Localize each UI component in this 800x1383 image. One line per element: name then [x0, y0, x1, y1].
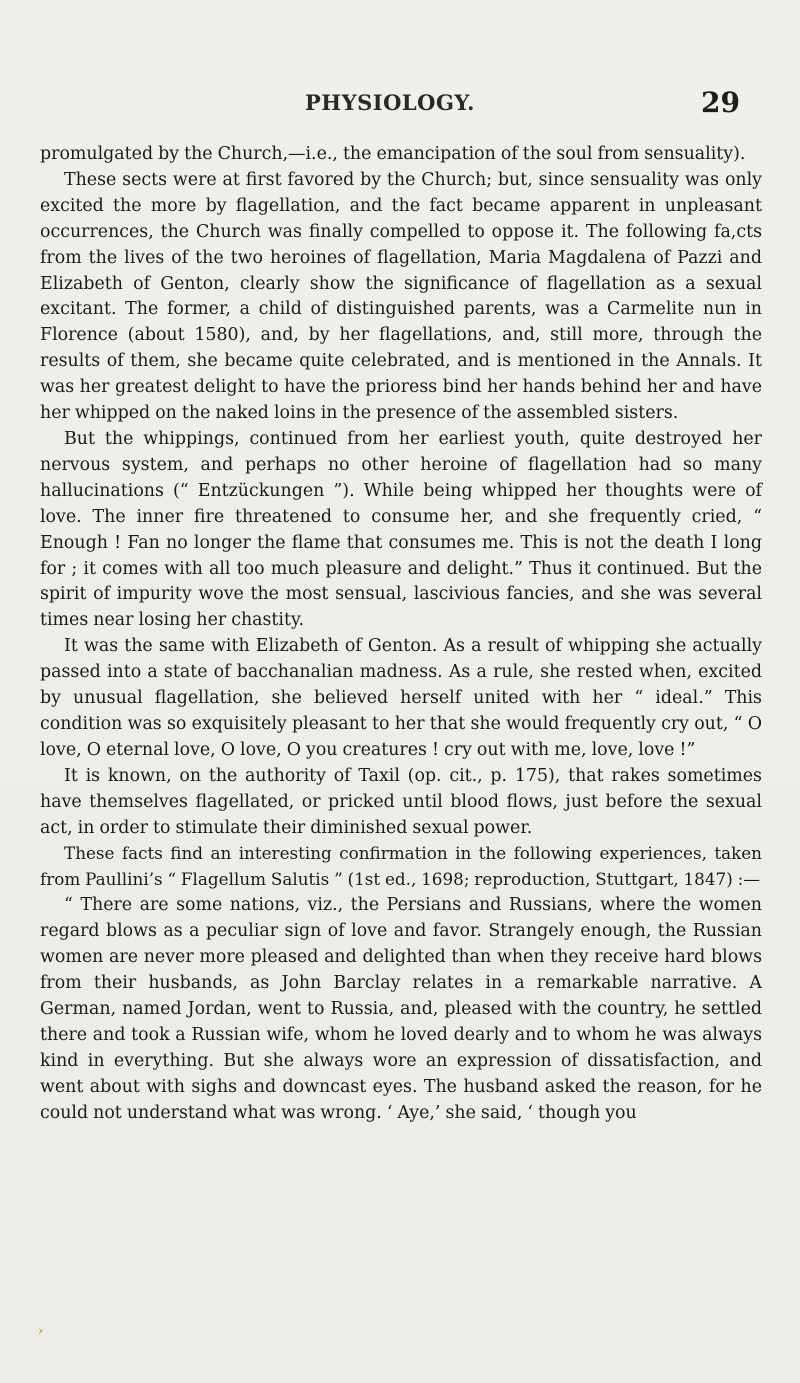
page-number: 29	[701, 86, 740, 119]
paragraph: These facts find an interesting confirmation in the following experiences, taken from Paullini’s “ Flagellum Salutis ” (1st ed., 1698; reproduction, Stuttgart, 1847) :—	[40, 843, 762, 890]
paragraph-continuation: promulgated by the Church,—i.e., the emancipation of the soul from sensuality).	[40, 144, 746, 164]
paragraph: It is known, on the authority of Taxil (op. cit., p. 175), that rakes sometimes have themselves flagellated, or pricked until blood flows, just before the sexual act, in order to stimulate their diminished sexual power.	[40, 765, 762, 838]
body-text	[40, 142, 762, 1126]
running-head: PHYSIOLOGY.	[305, 90, 475, 115]
stray-mark: ›	[38, 1324, 44, 1339]
page-header	[40, 86, 740, 122]
quotation-paragraph: “ There are some nations, viz., the Persians and Russians, where the women regard blows as a peculiar sign of love and favor. Strangely enough, the Russian women are never more pleased and delighted than when they receive hard blows from their husbands, as John Barclay relates in a remarkable narrative. A German, named Jordan, went to Russia, and, pleased with the country, he settled there and took a Russian wife, whom he loved dearly and to whom he was always kind in everything. But she always wore an expression of dissatisfaction, and went about with sighs and downcast eyes. The husband asked the reason, for he could not understand what was wrong. ‘ Aye,’ she said, ‘ though you	[40, 895, 762, 1123]
paragraph: It was the same with Elizabeth of Genton. As a result of whipping she actually passed into a state of bacchanalian madness. As a rule, she rested when, excited by unusual flagellation, she believed herself united with her “ ideal.” This condition was so exquisitely pleasant to her that she would frequently cry out, “ O love, O eternal love, O love, O you creatures ! cry out with me, love, love !”	[40, 636, 762, 760]
paragraph: These sects were at first favored by the Church; but, since sensuality was only excited the more by flagellation, and the fact became apparent in unpleasant occurrences, the Church was finally compelled to oppose it. The following fa,cts from the lives of the two heroines of flagellation, Maria Magdalena of Pazzi and Elizabeth of Genton, clearly show the significance of flagellation as a sexual excitant. The former, a child of distinguished parents, was a Carmelite nun in Florence (about 1580), and, by her flagellations, and, still more, through the results of them, she became quite celebrated, and is mentioned in the Annals. It was her greatest delight to have the prioress bind her hands behind her and have her whipped on the naked loins in the presence of the assembled sisters.	[40, 169, 762, 424]
paragraph: But the whippings, continued from her earliest youth, quite destroyed her nervous system, and perhaps no other heroine of flagellation had so many hallucinations (“ Entzückungen ”). While being whipped her thoughts were of love. The inner fire threatened to consume her, and she frequently cried, “ Enough ! Fan no longer the flame that consumes me. This is not the death I long for ; it comes with all too much pleasure and delight.” Thus it continued. But the spirit of impurity wove the most sensual, lascivious fancies, and she was several times near losing her chastity.	[40, 428, 762, 631]
